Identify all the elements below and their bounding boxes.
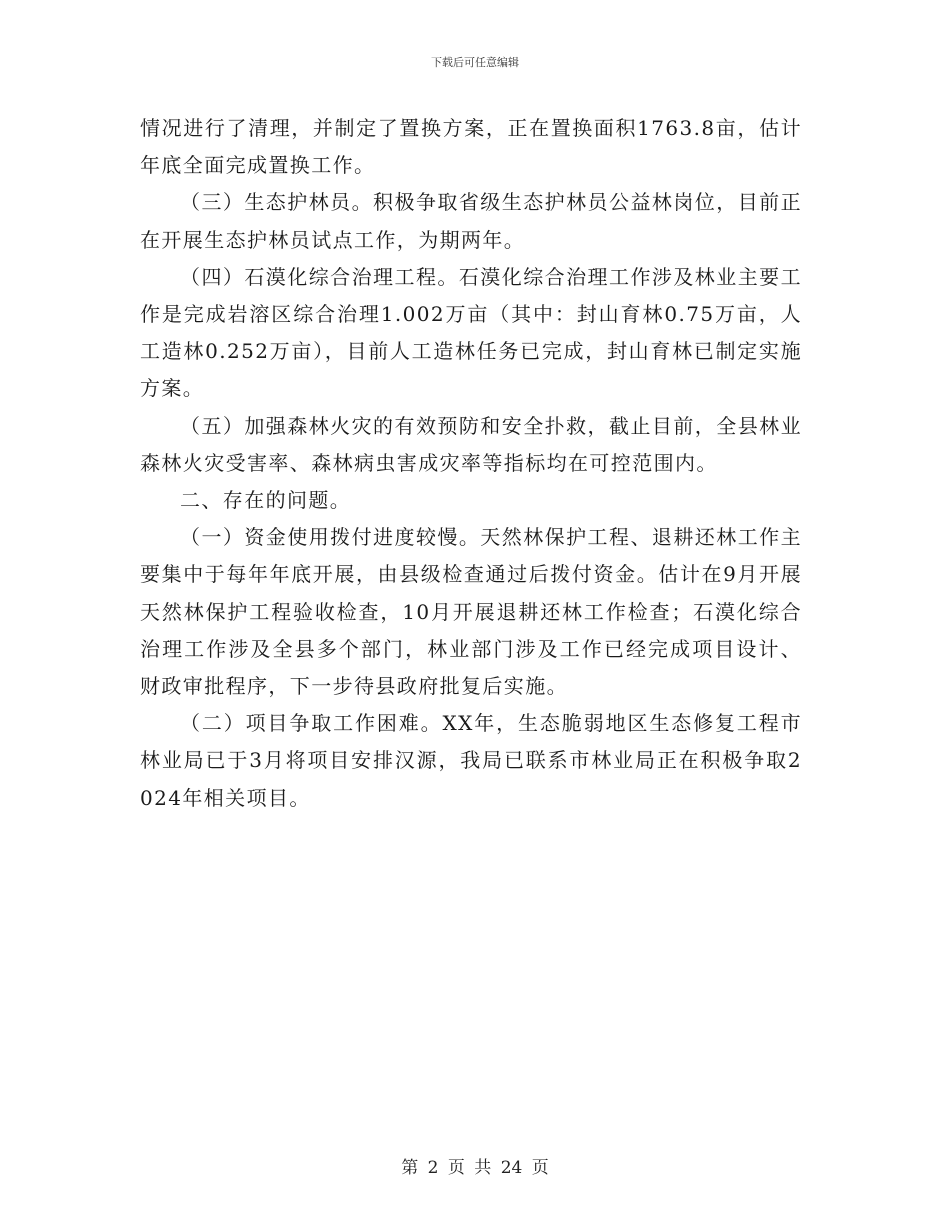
page-number-footer: 第 2 页 共 24 页 [401, 1158, 549, 1178]
paragraph-problem-1: （一）资金使用拨付进度较慢。天然林保护工程、退耕还林工作主要集中于每年年底开展，由县级检查通过后拨付资金。估计在9月开展天然林保护工程验收检查，10月开展退耕还林工作检查；石漠化综合治理工作涉及全县多个部门，林业部门涉及工作已经完成项目设计、财政审批程序，下一步待县政府批复后实施。 [140, 525, 802, 699]
paragraph-section-5: （五）加强森林火灾的有效预防和安全扑救，截止目前，全县林业森林火灾受害率、森林病虫害成灾率等指标均在可控范围内。 [140, 413, 802, 475]
paragraph-problem-2: （二）项目争取工作困难。XX年，生态脆弱地区生态修复工程市林业局已于3月将项目安排汉源，我局已联系市林业局正在积极争取2024年相关项目。 [140, 711, 802, 810]
paragraph-section-4: （四）石漠化综合治理工程。石漠化综合治理工作涉及林业主要工作是完成岩溶区综合治理1.002万亩（其中：封山育林0.75万亩，人工造林0.252万亩），目前人工造林任务已完成，封山育林已制定实施方案。 [140, 264, 802, 401]
paragraph-continuation: 情况进行了清理，并制定了置换方案，正在置换面积1763.8亩，估计年底全面完成置换工作。 [140, 116, 802, 178]
page-header: 下载后可任意编辑 [431, 56, 519, 69]
section-heading-problems: 二、存在的问题。 [180, 488, 352, 513]
paragraph-section-3: （三）生态护林员。积极争取省级生态护林员公益林岗位，目前正在开展生态护林员试点工作，为期两年。 [140, 190, 802, 252]
document-body [140, 110, 802, 817]
